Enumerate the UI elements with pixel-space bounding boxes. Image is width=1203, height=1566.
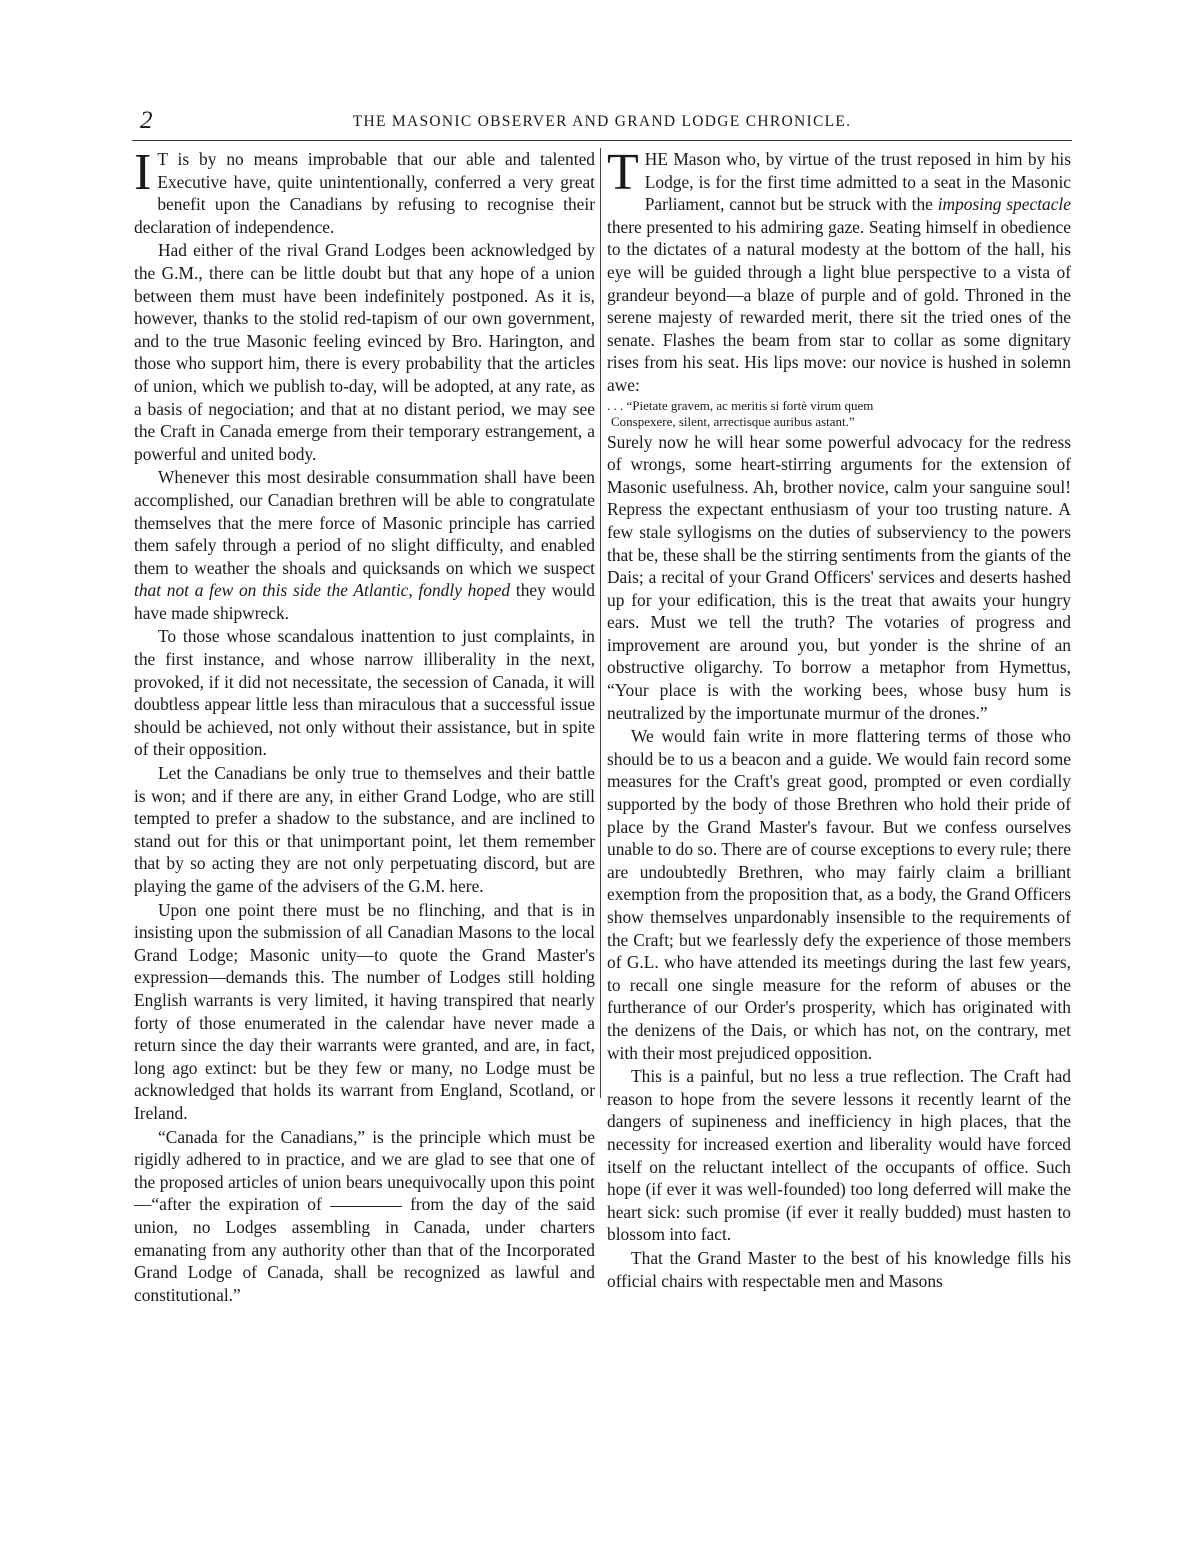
paragraph-text: they would have made shipwreck.: [134, 580, 595, 623]
paragraph-text: from the day of the said union, no Lodges assembling in Canada, under charters emanating from any authority other than that of the Incorporated Grand Lodge of Canada, shall be recognized as lawful and constitutional.”: [134, 1194, 595, 1305]
quote-line: Conspexere, silent, arrectisque auribus astant.”: [611, 413, 855, 429]
article-paragraph: Surely now he will hear some powerful advocacy for the redress of wrongs, some heart-stirring arguments for the extension of Masonic usefulness. Ah, brother novice, calm your sanguine soul! Repress the expectant enthusiasm of your too trusting nature. A few stale syllogisms on the duties of subserviency to the powers that be, these shall be the stirring sentiments from the giants of the Dais; a recital of your Grand Officers' services and deserts hashed up for your edification, this is the treat that awaits your hungry ears. Must we tell the truth? The votaries of progress and improvement are around you, but yonder is the shrine of an obstructive oligarchy. To borrow a metaphor from Hymettus, “Your place is with the working bees, whose busy hum is neutralized by the importunate murmur of the drones.”: [607, 431, 1071, 723]
article-paragraph: This is a painful, but no less a true reflection. The Craft had reason to hope from the severe lessons it recently learnt of the dangers of supineness and inefficiency in high places, that the necessity for increased exertion and liberality would have forced itself on the reluctant intellect of the occupants of office. Such hope (if ever it was well-founded) too long deferred will make the heart sick: such promise (if ever it really budded) must hasten to blossom into fact.: [607, 1066, 1071, 1245]
article-paragraph: [134, 148, 595, 238]
article-paragraph: That the Grand Master to the best of his knowledge fills his official chairs with respectable men and Masons: [607, 1247, 1071, 1291]
article-paragraph: Upon one point there must be no flinching, and that is in insisting upon the submission of all Canadian Masons to the local Grand Lodge; Masonic unity—to quote the Grand Master's expression—demands this. The number of Lodges still holding English warrants is very limited, it having transpired that nearly forty of those enumerated in the calendar have never made a return since the day their warrants were granted, and are, in fact, long ago extinct: but be they few or many, no Lodge must be acknowledged that holds its warrant from England, Scotland, or Ireland.: [134, 899, 595, 1123]
quote-line: . . . “Pietate gravem, ac meritis si fortè virum quem: [607, 397, 874, 413]
paragraph-text: T is by no means improbable that our able and talented Executive have, quite unintentionally, conferred a very great benefit upon the Canadians by refusing to recognise their declaration of independence.: [134, 149, 595, 237]
article-paragraph: Let the Canadians be only true to themselves and their battle is won; and if there are any, in either Grand Lodge, who are still tempted to prefer a shadow to the substance, and are inclined to stand out for this or that unimportant point, let them remember that by so acting they are not only perpetuating discord, but are playing the game of the advisers of the G.M. here.: [134, 763, 595, 896]
blank-dash: [330, 1206, 402, 1207]
article-paragraph: [134, 1126, 595, 1307]
article-paragraph: We would fain write in more flattering terms of those who should be to us a beacon and a guide. We would fain record some measures for the Craft's great good, prompted or even cordially supported by the body of those Brethren who hold their pride of place by the Grand Master's favour. But we confess ourselves unable to do so. There are of course exceptions to every rule; there are undoubtedly Brethren, who may fairly claim a brilliant exemption from the proposition that, as a body, the Grand Officers show themselves unpardonably insensible to the requirements of the Craft; but we fearlessly defy the experience of those members of G.L. who have attended its meetings during the last few years, to recall one single measure for the reform of abuses or the furtherance of our Order's prosperity, which has originated with the denizens of the Dais, or which has not, on the contrary, met with their most prejudiced opposition.: [607, 726, 1071, 1063]
page-number: 2: [140, 107, 153, 134]
paragraph-text: there presented to his admiring gaze. Seating himself in obedience to the dictates of a natural modesty at the bottom of the hall, his eye will be guided through a light blue perspective to a vista of grandeur beyond—a blaze of purple and of gold. Throned in the serene majesty of rewarded merit, there sit the tried ones of the senate. Flashes the beam from star to collar as some dignitary rises from his seat. His lips move: our novice is hushed in solemn awe:: [607, 216, 1071, 395]
paragraph-text: “Canada for the Canadians,” is the principle which must be rigidly adhered to in practice, and we are glad to see that one of the proposed articles of union bears unequivocally upon this point—“after the expiration of: [134, 1126, 595, 1215]
page-header: [132, 106, 1072, 136]
running-title: THE MASONIC OBSERVER AND GRAND LODGE CHRONICLE.: [352, 113, 852, 130]
drop-cap: I: [134, 148, 152, 201]
article-paragraph: [134, 466, 595, 624]
paragraph-text: Whenever this most desirable consummation shall have been accomplished, our Canadian brethren will be able to congratulate themselves that the mere force of Masonic principle has carried them safely through a period of no slight difficulty, and enabled them to weather the shoals and quicksands on which we suspect: [134, 467, 595, 578]
left-column: [134, 148, 595, 1448]
italic-text: imposing spectacle: [937, 194, 1071, 215]
paragraph-text: HE Mason who, by virtue of the trust reposed in him by his Lodge, is for the first time admitted to a seat in the Masonic Parliament, cannot but be struck with the: [644, 149, 1071, 215]
latin-quote: [607, 398, 1071, 430]
article-paragraph: Had either of the rival Grand Lodges been acknowledged by the G.M., there can be little doubt but that any hope of a union between them must have been indefinitely postponed. As it is, however, thanks to the stolid red-tapism of our own government, and to the true Masonic feeling evinced by Bro. Harington, and those who support him, there is every probability that the articles of union, which we publish to-day, will be adopted, at any rate, as a basis of negociation; and that at no distant period, we may see the Craft in Canada emerge from their temporary estrangement, a powerful and united body.: [134, 240, 595, 464]
italic-text: that not a few on this side the Atlantic, fondly hoped: [134, 580, 511, 601]
right-column: [607, 148, 1071, 1448]
column-rule: [600, 148, 601, 1098]
article-paragraph: [607, 148, 1071, 397]
drop-cap: T: [607, 148, 639, 201]
header-rule: [132, 140, 1072, 141]
article-paragraph: To those whose scandalous inattention to just complaints, in the first instance, and whose narrow illiberality in the next, provoked, if it did not necessitate, the secession of Canada, it will doubtless appear little less than miraculous that a successful issue should be achieved, not only without their assistance, but in spite of their opposition.: [134, 626, 595, 760]
